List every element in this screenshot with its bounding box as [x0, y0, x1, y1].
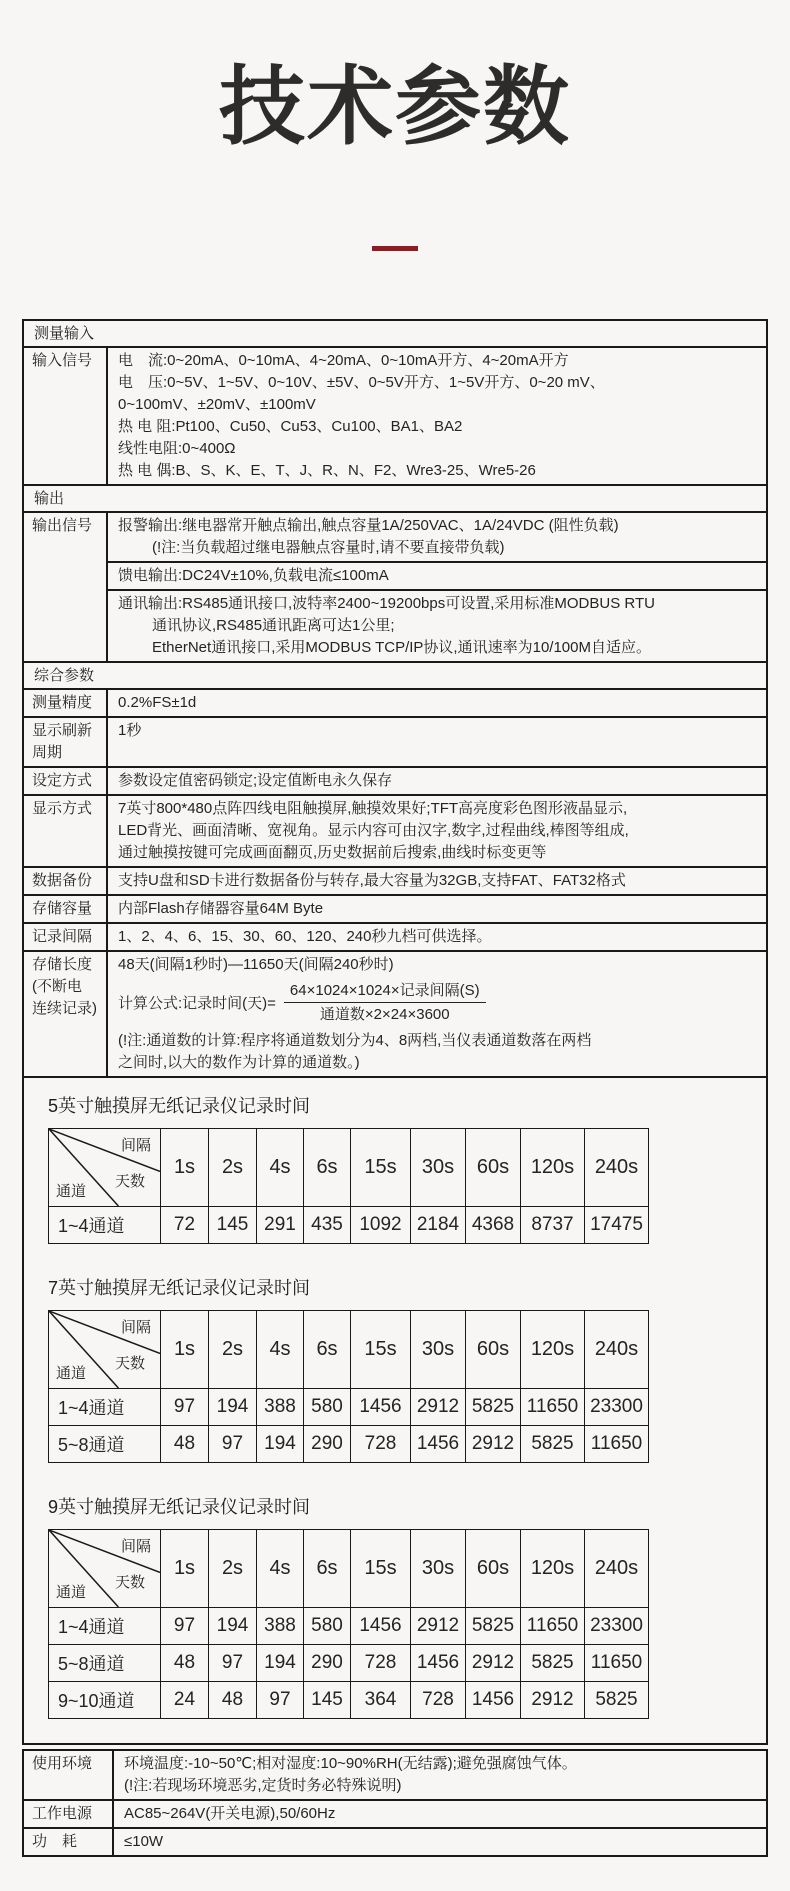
formula-numerator: 64×1024×1024×记录间隔(S): [284, 980, 486, 1003]
days-value: 11650: [521, 1607, 585, 1644]
formula-prefix: 计算公式:记录时间(天)=: [118, 994, 276, 1012]
interval-column-header: 15s: [351, 1310, 411, 1388]
interval-column-header: 1s: [161, 1310, 209, 1388]
value-line: 1、2、4、6、15、30、60、120、240秒九档可供选择。: [118, 927, 492, 945]
days-value: 48: [161, 1425, 209, 1462]
label-line: 存储长度: [32, 955, 93, 973]
channel-label: 9~10通道: [49, 1681, 161, 1718]
value-line: 通讯协议,RS485通讯距离可达1公里;: [152, 616, 395, 634]
days-value: 11650: [585, 1425, 649, 1462]
spec-sheet-page: [0, 52, 790, 1857]
row-label: 设定方式: [24, 768, 108, 794]
recording-table-5inch: [36, 1092, 754, 1244]
row-value: [108, 896, 766, 922]
row-label: 输出信号: [24, 513, 108, 661]
row-output-header: 输出: [24, 484, 766, 511]
value-line: LED背光、画面清晰、宽视角。显示内容可由汉字,数字,过程曲线,棒图等组成,: [118, 821, 629, 839]
days-value: 145: [209, 1206, 257, 1243]
corner-label-channel: 通道: [56, 1182, 87, 1200]
row-measure-input-header: 测量输入: [34, 324, 95, 342]
value-line: (!注:当负载超过继电器触点容量时,请不要直接带负载): [152, 538, 505, 556]
interval-column-header: 60s: [466, 1529, 521, 1607]
value-line: 1秒: [118, 721, 142, 739]
days-value: 145: [304, 1681, 351, 1718]
row-setting-method: [24, 766, 766, 794]
row-value: [108, 868, 766, 894]
row-label: [24, 952, 108, 1076]
value-line: 热 电 阻:Pt100、Cu50、Cu53、Cu100、BA1、BA2: [118, 417, 463, 435]
label-line: 显示刷新: [32, 721, 93, 739]
days-value: 2912: [411, 1388, 466, 1425]
days-value: 1456: [466, 1681, 521, 1718]
value-line: 7英寸800*480点阵四线电阻触摸屏,触摸效果好;TFT高亮度彩色图形液晶显示,: [118, 799, 628, 817]
days-value: 728: [351, 1425, 411, 1462]
days-value: 17475: [585, 1206, 649, 1243]
corner-label-interval: 间隔: [120, 1318, 151, 1336]
corner-label-interval: 间隔: [120, 1136, 151, 1154]
days-value: 5825: [466, 1607, 521, 1644]
recording-table-caption: 9英寸触摸屏无纸记录仪记录时间: [48, 1496, 311, 1517]
days-value: 728: [411, 1681, 466, 1718]
value-line: 环境温度:-10~50℃;相对湿度:10~90%RH(无结露);避免强腐蚀气体。: [124, 1754, 577, 1772]
row-label: 记录间隔: [24, 924, 108, 950]
interval-column-header: 15s: [351, 1529, 411, 1607]
days-value: 97: [161, 1388, 209, 1425]
value-line: (!注:通道数的计算:程序将通道数划分为4、8两档,当仪表通道数落在两档: [118, 1031, 592, 1049]
interval-column-header: 2s: [209, 1128, 257, 1206]
row-power-supply: [24, 1799, 766, 1827]
value-line: 电 流:0~20mA、0~10mA、4~20mA、0~10mA开方、4~20mA开方: [118, 351, 569, 369]
row-value: [114, 1829, 766, 1855]
environment-table: [22, 1749, 768, 1857]
header-row: [49, 1128, 649, 1206]
feed-output-block: [108, 561, 766, 589]
row-label: [24, 718, 108, 766]
days-value: 23300: [585, 1607, 649, 1644]
corner-label-days: 天数: [114, 1172, 145, 1190]
interval-column-header: 1s: [161, 1128, 209, 1206]
interval-column-header: 15s: [351, 1128, 411, 1206]
row-refresh-period: [24, 716, 766, 766]
interval-column-header: 6s: [304, 1310, 351, 1388]
corner-label-days: 天数: [114, 1354, 145, 1372]
row-value: [108, 718, 766, 766]
row-label: 数据备份: [24, 868, 108, 894]
days-value: 48: [161, 1644, 209, 1681]
label-line: (不断电: [32, 977, 82, 995]
row-label: 显示方式: [24, 796, 108, 866]
recording-table-caption: 5英寸触摸屏无纸记录仪记录时间: [48, 1095, 311, 1116]
row-value: [108, 796, 766, 866]
interval-column-header: 30s: [411, 1310, 466, 1388]
interval-column-header: 4s: [257, 1529, 304, 1607]
interval-column-header: 2s: [209, 1310, 257, 1388]
row-label: 使用环境: [24, 1751, 114, 1799]
interval-column-header: 120s: [521, 1529, 585, 1607]
interval-column-header: 4s: [257, 1310, 304, 1388]
days-value: 290: [304, 1644, 351, 1681]
corner-cell: [49, 1529, 161, 1607]
days-value: 1456: [411, 1644, 466, 1681]
corner-label-channel: 通道: [56, 1364, 87, 1382]
recording-table: [48, 1310, 649, 1463]
days-value: 23300: [585, 1388, 649, 1425]
row-label: 工作电源: [24, 1801, 114, 1827]
interval-column-header: 240s: [585, 1128, 649, 1206]
interval-column-header: 6s: [304, 1529, 351, 1607]
formula-denominator: 通道数×2×24×3600: [319, 1005, 450, 1023]
alarm-output-block: [108, 513, 766, 561]
days-value: 194: [257, 1425, 304, 1462]
value-line: EtherNet通讯接口,采用MODBUS TCP/IP协议,通讯速率为10/100M自适应。: [152, 638, 651, 656]
days-value: 2912: [411, 1607, 466, 1644]
days-value: 728: [351, 1644, 411, 1681]
interval-column-header: 30s: [411, 1529, 466, 1607]
recording-table-9inch: [36, 1493, 754, 1719]
days-value: 194: [209, 1607, 257, 1644]
days-value: 2912: [466, 1425, 521, 1462]
days-value: 1456: [351, 1607, 411, 1644]
row-input-signal: [24, 346, 766, 484]
days-value: 435: [304, 1206, 351, 1243]
days-value: 97: [257, 1681, 304, 1718]
value-line: 之间时,以大的数作为计算的通道数。): [118, 1053, 360, 1071]
days-value: 72: [161, 1206, 209, 1243]
days-value: 11650: [585, 1644, 649, 1681]
days-value: 2912: [521, 1681, 585, 1718]
comm-output-block: [108, 589, 766, 661]
days-value: 24: [161, 1681, 209, 1718]
days-value: 580: [304, 1607, 351, 1644]
interval-column-header: 6s: [304, 1128, 351, 1206]
recording-tables-box: [22, 1078, 768, 1745]
value-line: 馈电输出:DC24V±10%,负载电流≤100mA: [118, 566, 389, 584]
value-line: (!注:若现场环境恶劣,定货时务必特殊说明): [124, 1776, 402, 1794]
formula-fraction: [284, 980, 486, 1025]
recording-table-grid: [36, 1310, 754, 1463]
row-value: [108, 952, 766, 1076]
value-line: 热 电 偶:B、S、K、E、T、J、R、N、F2、Wre3-25、Wre5-26: [118, 461, 536, 479]
interval-column-header: 2s: [209, 1529, 257, 1607]
storage-formula: [118, 980, 756, 1025]
row-record-interval: [24, 922, 766, 950]
days-value: 5825: [585, 1681, 649, 1718]
days-value: 1092: [351, 1206, 411, 1243]
value-line: 0.2%FS±1d: [118, 693, 197, 711]
corner-label-channel: 通道: [56, 1583, 87, 1601]
row-general-params-header: 综合参数: [24, 661, 766, 688]
days-value: 11650: [521, 1388, 585, 1425]
recording-table-grid: [36, 1128, 754, 1244]
days-value: 97: [209, 1644, 257, 1681]
row-value: [108, 924, 766, 950]
days-value: 2184: [411, 1206, 466, 1243]
days-value: 364: [351, 1681, 411, 1718]
corner-cell: [49, 1310, 161, 1388]
recording-table: [48, 1128, 649, 1244]
days-value: 290: [304, 1425, 351, 1462]
days-value: 1456: [351, 1388, 411, 1425]
value-line: 参数设定值密码锁定;设定值断电永久保存: [118, 771, 393, 789]
value-line: 48天(间隔1秒时)—11650天(间隔240秒时): [118, 955, 394, 973]
row-value: [108, 348, 766, 484]
row-data-backup: [24, 866, 766, 894]
row-storage-length: [24, 950, 766, 1076]
value-line: 0~100mV、±20mV、±100mV: [118, 395, 316, 413]
table-row: [49, 1681, 649, 1718]
days-value: 4368: [466, 1206, 521, 1243]
table-row: [49, 1206, 649, 1243]
channel-label: 1~4通道: [49, 1388, 161, 1425]
label-line: 连续记录): [32, 999, 97, 1017]
row-value: [108, 513, 766, 661]
value-line: 报警输出:继电器常开触点输出,触点容量1A/250VAC、1A/24VDC (阻性负载): [118, 516, 619, 534]
row-accuracy: [24, 688, 766, 716]
value-line: 通过触摸按键可完成画面翻页,历史数据前后搜索,曲线时标变更等: [118, 843, 547, 861]
days-value: 1456: [411, 1425, 466, 1462]
channel-label: 5~8通道: [49, 1425, 161, 1462]
header-row: [49, 1529, 649, 1607]
table-row: [49, 1388, 649, 1425]
row-value: [114, 1801, 766, 1827]
days-value: 8737: [521, 1206, 585, 1243]
row-label: 测量精度: [24, 690, 108, 716]
days-value: 580: [304, 1388, 351, 1425]
value-line: AC85~264V(开关电源),50/60Hz: [124, 1804, 336, 1822]
value-line: ≤10W: [124, 1832, 164, 1850]
row-power-consumption: [24, 1827, 766, 1855]
row-operating-environment: [24, 1751, 766, 1799]
row-label: 功 耗: [24, 1829, 114, 1855]
interval-column-header: 120s: [521, 1128, 585, 1206]
table-row: [49, 1644, 649, 1681]
value-line: 电 压:0~5V、1~5V、0~10V、±5V、0~5V开方、1~5V开方、0~20 mV、: [118, 373, 605, 391]
days-value: 5825: [521, 1425, 585, 1462]
interval-column-header: 4s: [257, 1128, 304, 1206]
row-display-method: [24, 794, 766, 866]
value-line: 线性电阻:0~400Ω: [118, 439, 236, 457]
days-value: 388: [257, 1607, 304, 1644]
corner-label-days: 天数: [114, 1573, 145, 1591]
page-title: 技术参数: [219, 59, 571, 155]
days-value: 5825: [521, 1644, 585, 1681]
spec-table: [22, 319, 768, 1078]
label-line: 周期: [32, 743, 63, 761]
days-value: 194: [257, 1644, 304, 1681]
value-line: 通讯输出:RS485通讯接口,波特率2400~19200bps可设置,采用标准MODBUS RTU: [118, 594, 655, 612]
channel-label: 1~4通道: [49, 1607, 161, 1644]
row-output-signal: [24, 511, 766, 661]
row-value: [108, 768, 766, 794]
table-row: [49, 1425, 649, 1462]
recording-table-caption: 7英寸触摸屏无纸记录仪记录时间: [48, 1277, 311, 1298]
days-value: 48: [209, 1681, 257, 1718]
row-value: [114, 1751, 766, 1799]
header-row: [49, 1310, 649, 1388]
corner-label-interval: 间隔: [120, 1537, 151, 1555]
row-storage-capacity: [24, 894, 766, 922]
days-value: 97: [161, 1607, 209, 1644]
interval-column-header: 30s: [411, 1128, 466, 1206]
interval-column-header: 1s: [161, 1529, 209, 1607]
days-value: 5825: [466, 1388, 521, 1425]
interval-column-header: 60s: [466, 1310, 521, 1388]
recording-table-grid: [36, 1529, 754, 1719]
recording-table: [48, 1529, 649, 1719]
value-line: 内部Flash存储器容量64M Byte: [118, 899, 324, 917]
recording-table-7inch: [36, 1274, 754, 1463]
channel-label: 1~4通道: [49, 1206, 161, 1243]
row-label: 输入信号: [24, 348, 108, 484]
interval-column-header: 240s: [585, 1529, 649, 1607]
days-value: 388: [257, 1388, 304, 1425]
days-value: 194: [209, 1388, 257, 1425]
value-line: 支持U盘和SD卡进行数据备份与转存,最大容量为32GB,支持FAT、FAT32格式: [118, 871, 626, 889]
days-value: 2912: [466, 1644, 521, 1681]
title-divider: [372, 246, 418, 251]
corner-cell: [49, 1128, 161, 1206]
interval-column-header: 120s: [521, 1310, 585, 1388]
days-value: 97: [209, 1425, 257, 1462]
row-value: [108, 690, 766, 716]
interval-column-header: 240s: [585, 1310, 649, 1388]
table-row: [49, 1607, 649, 1644]
days-value: 291: [257, 1206, 304, 1243]
channel-label: 5~8通道: [49, 1644, 161, 1681]
interval-column-header: 60s: [466, 1128, 521, 1206]
row-label: 存储容量: [24, 896, 108, 922]
